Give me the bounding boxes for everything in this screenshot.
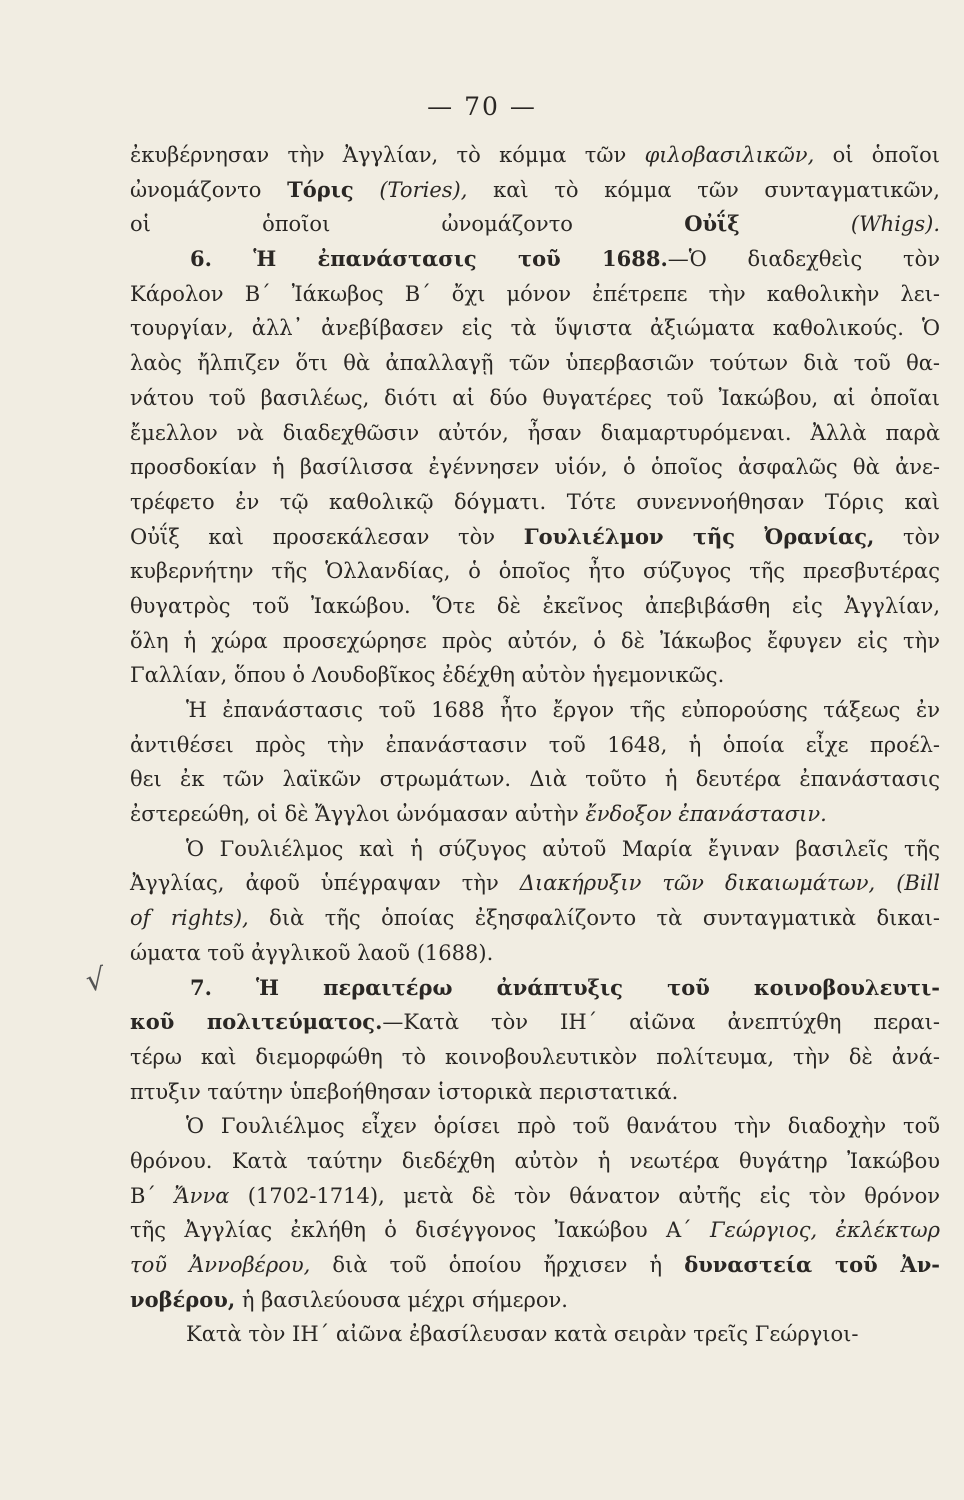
text-line bbox=[130, 832, 940, 867]
text-run: θει ἐκ τῶν λαϊκῶν στρωμάτων. Διὰ τοῦτο ἡ δευτέρα ἐπανάστασις bbox=[130, 767, 940, 792]
text-run: —Ὁ διαδεχθεὶς τὸν bbox=[667, 247, 940, 272]
text-line bbox=[130, 554, 940, 589]
bold-text: Οὐΐξ bbox=[684, 211, 740, 237]
italic-text: (Tories), bbox=[379, 177, 468, 202]
text-run: κυβερνήτην τῆς Ὁλλανδίας, ὁ ὁποῖος ἦτο σύζυγος τῆς πρεσβυτέρας bbox=[130, 559, 940, 584]
text-run: καὶ τὸ κόμμα τῶν συνταγματικῶν, bbox=[467, 177, 940, 202]
text-run bbox=[354, 178, 380, 202]
text-run: διὰ τοῦ ὁποίου ἤρχισεν ἡ bbox=[310, 1253, 685, 1277]
text-line bbox=[130, 1213, 940, 1248]
italic-text: of rights), bbox=[130, 906, 249, 931]
text-line bbox=[130, 971, 940, 1006]
text-run: ἀντιθέσει πρὸς τὴν ἐπανάστασιν τοῦ 1648, ἡ ὁποία εἶχε προέλ- bbox=[130, 732, 940, 757]
text-run: νάτου τοῦ βασιλέως, διότι αἱ δύο θυγατέρες τοῦ Ἰακώβου, αἱ ὁποῖαι bbox=[130, 385, 940, 410]
text-run: (1702-1714), μετὰ δὲ τὸν θάνατον αὐτῆς εἰς τὸν θρόνον bbox=[229, 1183, 940, 1208]
text-line bbox=[130, 658, 940, 693]
text-run: τὸν bbox=[874, 524, 940, 549]
bold-text: Γουλιέλμον τῆς Ὀρανίας, bbox=[523, 523, 875, 549]
text-run: Ἀγγλίας, ἀφοῦ ὑπέγραψαν τὴν bbox=[130, 871, 520, 896]
text-line bbox=[130, 1144, 940, 1179]
text-line bbox=[130, 1005, 940, 1040]
page-number: — 70 — bbox=[427, 92, 537, 121]
text-line bbox=[130, 589, 940, 624]
text-run: ἐκυβέρνησαν τὴν Ἀγγλίαν, τὸ κόμμα τῶν bbox=[130, 143, 645, 167]
text-run: οἱ ὁποῖοι bbox=[814, 143, 940, 167]
text-run: πτυξιν ταύτην ὑπεβοήθησαν ἱστορικὰ περιστατικά. bbox=[130, 1079, 679, 1104]
text-line bbox=[130, 242, 940, 277]
text-run: ἡ βασιλεύουσα μέχρι σήμερον. bbox=[235, 1287, 568, 1312]
text-run: ὠνομάζοντο bbox=[130, 177, 288, 202]
text-line bbox=[130, 693, 940, 728]
text-run: θυγατρὸς τοῦ Ἰακώβου. Ὅτε δὲ ἐκεῖνος ἀπεβιβάσθη εἰς Ἀγγλίαν, bbox=[130, 593, 940, 618]
bold-text: Τόρις bbox=[287, 176, 354, 202]
italic-text: Γεώργιος, ἐκλέκτωρ bbox=[710, 1218, 941, 1243]
text-line bbox=[130, 416, 940, 451]
text-line bbox=[130, 520, 940, 555]
text-line bbox=[130, 485, 940, 520]
italic-text: Διακήρυξιν τῶν δικαιωμάτων, (Bill bbox=[519, 871, 940, 896]
text-run: Γαλλίαν, ὅπου ὁ Λουδοβῖκος ἐδέχθη αὐτὸν ἡγεμονικῶς. bbox=[130, 663, 725, 688]
text-run: Ἡ ἐπανάστασις τοῦ 1688 ἦτο ἔργον τῆς εὐπορούσης τάξεως ἐν bbox=[186, 698, 940, 722]
text-line bbox=[130, 138, 940, 173]
text-run: τουργίαν, ἀλλ᾽ ἀνεβίβασεν εἰς τὰ ὕψιστα ἀξιώματα καθολικούς. Ὁ bbox=[130, 316, 940, 341]
text-run: τρέφετο ἐν τῷ καθολικῷ δόγματι. Τότε συνεννοήθησαν Τόρις καὶ bbox=[130, 489, 940, 514]
text-line bbox=[130, 797, 940, 832]
italic-text: ἔνδοξον ἐπανάστασιν. bbox=[585, 802, 827, 827]
bold-text: 7. Ἡ περαιτέρω ἀνάπτυξις τοῦ κοινοβουλευτι- bbox=[190, 974, 940, 1000]
text-run: ἐστερεώθη, οἱ δὲ Ἄγγλοι ὠνόμασαν αὐτὴν bbox=[130, 802, 586, 827]
text-run: διὰ τῆς ὁποίας ἐξησφαλίζοντο τὰ συνταγματικὰ δικαι- bbox=[248, 906, 940, 931]
bold-text: κοῦ πολιτεύματος. bbox=[130, 1009, 383, 1035]
text-line bbox=[130, 277, 940, 312]
text-line bbox=[130, 311, 940, 346]
text-line bbox=[130, 450, 940, 485]
text-run bbox=[740, 212, 851, 236]
text-run: τῆς Ἀγγλίας ἐκλήθη ὁ δισέγγονος Ἰακώβου Α΄ bbox=[130, 1218, 710, 1243]
bold-text: νοβέρου, bbox=[130, 1286, 236, 1312]
text-run: Ὁ Γουλιέλμος καὶ ἡ σύζυγος αὐτοῦ Μαρία ἔγιναν βασιλεῖς τῆς bbox=[186, 836, 940, 861]
text-line bbox=[130, 1075, 940, 1110]
text-run: λαὸς ἤλπιζεν ὅτι θὰ ἀπαλλαγῇ τῶν ὑπερβασιῶν τούτων διὰ τοῦ θα- bbox=[130, 351, 940, 376]
text-line bbox=[130, 1317, 940, 1352]
text-run: τέρω καὶ διεμορφώθη τὸ κοινοβουλευτικὸν πολίτευμα, τὴν δὲ ἀνά- bbox=[130, 1044, 940, 1069]
text-line bbox=[130, 381, 940, 416]
italic-text: τοῦ Ἀννοβέρου, bbox=[130, 1253, 311, 1277]
text-line bbox=[130, 346, 940, 381]
text-run: Οὐΐξ καὶ προσεκάλεσαν τὸν bbox=[130, 524, 524, 549]
margin-check-mark: √ bbox=[83, 961, 108, 1000]
text-line bbox=[130, 936, 940, 971]
text-line bbox=[130, 173, 940, 208]
text-run: Β΄ bbox=[130, 1183, 175, 1208]
text-run: ώματα τοῦ ἀγγλικοῦ λαοῦ (1688). bbox=[130, 940, 494, 965]
text-line bbox=[130, 1109, 940, 1144]
text-run: θρόνου. Κατὰ ταύτην διεδέχθη αὐτὸν ἡ νεωτέρα θυγάτηρ Ἰακώβου bbox=[130, 1148, 940, 1173]
italic-text: (Whigs). bbox=[850, 212, 940, 237]
text-line bbox=[130, 762, 940, 797]
italic-text: φιλοβασιλικῶν, bbox=[644, 143, 815, 167]
text-run: ὅλη ἡ χώρα προσεχώρησε πρὸς αὐτόν, ὁ δὲ Ἰάκωβος ἔφυγεν εἰς τὴν bbox=[130, 628, 940, 653]
text-line bbox=[130, 728, 940, 763]
text-line bbox=[130, 1248, 940, 1283]
text-run: Κατὰ τὸν ΙΗ΄ αἰῶνα ἐβασίλευσαν κατὰ σειρὰν τρεῖς Γεώργιοι- bbox=[186, 1322, 859, 1347]
text-run: οἱ ὁποῖοι ὠνομάζοντο bbox=[130, 212, 685, 237]
text-line bbox=[130, 1179, 940, 1214]
bold-text: δυναστεία τοῦ Ἀν- bbox=[684, 1252, 940, 1277]
text-line bbox=[130, 1283, 940, 1318]
text-line bbox=[130, 624, 940, 659]
bold-text: 6. Ἡ ἐπανάστασις τοῦ 1688. bbox=[190, 246, 668, 272]
text-run: Ὁ Γουλιέλμος εἶχεν ὁρίσει πρὸ τοῦ θανάτου τὴν διαδοχὴν τοῦ bbox=[186, 1114, 940, 1139]
text-line bbox=[130, 207, 940, 242]
text-run: προσδοκίαν ἡ βασίλισσα ἐγέννησεν υἱόν, ὁ ὁποῖος ἀσφαλῶς θὰ ἀνε- bbox=[130, 455, 940, 480]
text-line bbox=[130, 901, 940, 936]
body-text bbox=[130, 138, 940, 1352]
text-run: —Κατὰ τὸν ΙΗ΄ αἰῶνα ἀνεπτύχθη περαι- bbox=[382, 1010, 941, 1035]
italic-text: Ἄννα bbox=[174, 1183, 230, 1208]
text-line bbox=[130, 1040, 940, 1075]
text-run: ἔμελλον νὰ διαδεχθῶσιν αὐτόν, ἦσαν διαμαρτυρόμεναι. Ἀλλὰ παρὰ bbox=[130, 420, 940, 445]
text-line bbox=[130, 866, 940, 901]
text-run: Κάρολον Β΄ Ἰάκωβος Β΄ ὄχι μόνον ἐπέτρεπε τὴν καθολικὴν λει- bbox=[130, 281, 940, 306]
